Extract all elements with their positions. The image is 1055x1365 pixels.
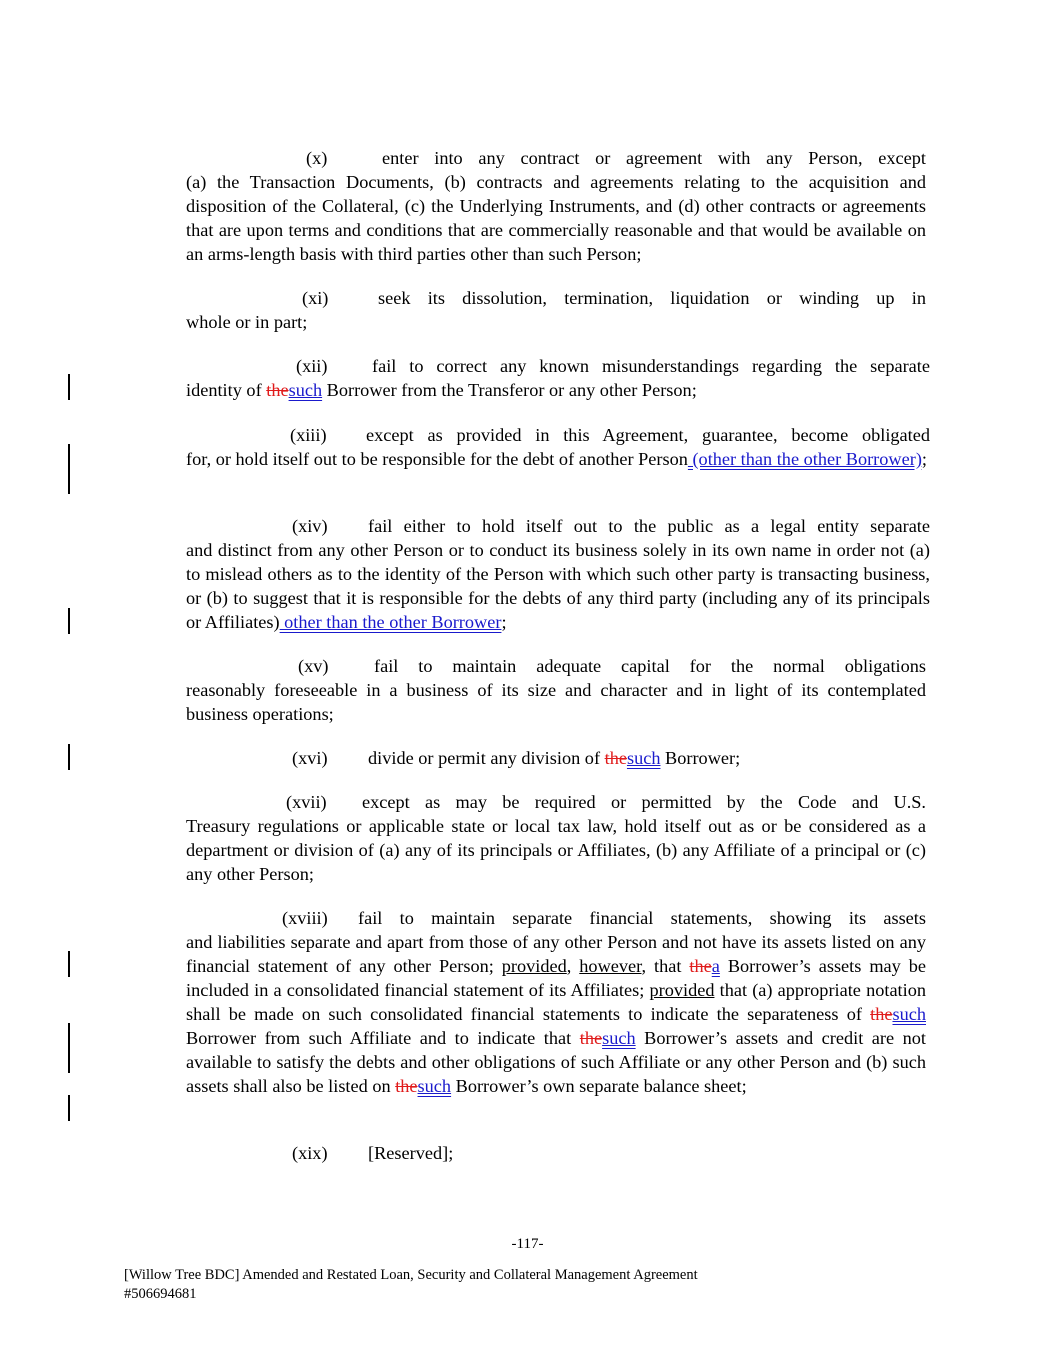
clause-text: and liabilities separate and apart from those of any other Person and not have its assets listed on any financial statement of any other Person; — [186, 932, 926, 976]
deleted-text: the — [266, 380, 289, 400]
document-footer — [124, 1266, 698, 1304]
clause-text: that (a) appropriate notation shall be made on such consolidated financial statements to indicate the separateness of — [186, 980, 926, 1024]
change-bar — [68, 608, 70, 634]
inserted-text: such — [288, 380, 323, 400]
clause-text: Treasury regulations or applicable state or local tax law, hold itself out as or be considered as a department or division of (a) any of its principals or Affiliates, (b) any Affiliate of a principal or (c) any other Person; — [186, 816, 926, 884]
clause-text: ; — [501, 612, 507, 632]
clause-xiv — [186, 514, 930, 634]
inserted-text: such — [626, 748, 661, 768]
clause-text: fail to correct any known misunderstandings regarding the separate — [372, 356, 930, 376]
clause-text: , that — [641, 956, 690, 976]
deleted-text: the — [870, 1004, 893, 1024]
inserted-text: (other than the other Borrower) — [687, 449, 922, 469]
clause-xiii — [186, 423, 930, 471]
inserted-text: a — [711, 956, 720, 976]
clause-text: for, or hold itself out to be responsible for the debt of another Person — [186, 449, 688, 469]
clause-text: Borrower from such Affiliate and to indicate that — [186, 1028, 580, 1048]
clause-xvii — [186, 790, 926, 886]
footer-doc-id: #506694681 — [124, 1286, 197, 1302]
clause-number: (xvii) — [286, 792, 327, 812]
footer-title: [Willow Tree BDC] Amended and Restated Loan, Security and Collateral Management Agreement — [124, 1267, 698, 1283]
underlined-term: provided — [649, 980, 715, 1000]
clause-text: identity of — [186, 380, 267, 400]
clause-number: (xi) — [302, 288, 329, 308]
clause-number: (xv) — [298, 656, 329, 676]
deleted-text: the — [689, 956, 712, 976]
change-bar — [68, 1023, 70, 1073]
clause-text: whole or in part; — [186, 312, 308, 332]
change-bar — [68, 444, 70, 494]
clause-text: Borrower’s own separate balance sheet; — [451, 1076, 747, 1096]
clause-text: Borrower from the Transferor or any other Person; — [322, 380, 697, 400]
clause-number: (x) — [306, 148, 328, 168]
clause-number: (xviii) — [282, 908, 328, 928]
inserted-text: such — [602, 1028, 636, 1048]
clause-text: Borrower; — [660, 748, 741, 768]
clause-text: fail to maintain adequate capital for the normal obligations — [374, 656, 926, 676]
clause-text: seek its dissolution, termination, liquidation or winding up in — [378, 288, 926, 308]
page-number: -117- — [511, 1236, 544, 1252]
clause-text: except as provided in this Agreement, guarantee, become obligated — [366, 425, 930, 445]
clause-text: Borrower’s assets may be included in a consolidated financial statement of its Affiliates; — [186, 956, 927, 1000]
inserted-text: such — [892, 1004, 926, 1024]
change-bar — [68, 374, 70, 400]
inserted-text: such — [417, 1076, 452, 1096]
inserted-text: other than the other Borrower — [279, 612, 502, 632]
change-bar — [68, 1095, 70, 1121]
clause-text: , — [566, 956, 580, 976]
clause-number: (xiv) — [292, 516, 328, 536]
clause-xii — [186, 354, 930, 402]
clause-text: except as may be required or permitted by the Code and U.S. — [362, 792, 926, 812]
clause-text: [Reserved]; — [368, 1143, 454, 1163]
clause-text: enter into any contract or agreement with any Person, except — [382, 148, 926, 168]
clause-number: (xii) — [296, 356, 328, 376]
clause-x — [186, 146, 926, 266]
clause-number: (xiii) — [290, 425, 327, 445]
underlined-term: provided — [501, 956, 567, 976]
deleted-text: the — [604, 748, 627, 768]
clause-number: (xix) — [292, 1143, 328, 1163]
clause-xix — [186, 1141, 926, 1165]
clause-xviii — [186, 906, 926, 1098]
clause-number: (xvi) — [292, 748, 328, 768]
underlined-term: however — [579, 956, 642, 976]
clause-xvi — [186, 746, 926, 770]
clause-text: fail to maintain separate financial statements, showing its assets — [358, 908, 926, 928]
deleted-text: the — [579, 1028, 603, 1048]
clause-text: fail either to hold itself out to the public as a legal entity separate — [368, 516, 930, 536]
deleted-text: the — [395, 1076, 418, 1096]
change-bar — [68, 744, 70, 770]
clause-xi — [186, 286, 926, 334]
clause-text: divide or permit any division of — [368, 748, 605, 768]
clause-text: (a) the Transaction Documents, (b) contracts and agreements relating to the acquisition and disposition of the Collateral, (c) the Underlying Instruments, and (d) other contracts or agreements that are upon terms and conditions that are commercially reasonable and that would be available on an arms-length basis with third parties other than such Person; — [186, 172, 926, 264]
change-bar — [68, 951, 70, 977]
clause-text: Borrower’s assets and credit are not available to satisfy the debts and other obligations of such Affiliate or any other Person and (b) such assets shall also be listed on — [186, 1028, 926, 1096]
clause-text: and distinct from any other Person or to conduct its business solely in its own name in order not (a) to mislead others as to the identity of the Person with which such other party is transacting business, or (b) to suggest that it is responsible for the debts of any third party (including any of its principals or Affiliates) — [186, 540, 930, 632]
clause-text: reasonably foreseeable in a business of its size and character and in light of its contemplated business operations; — [186, 680, 926, 724]
clause-xv — [186, 654, 926, 726]
clause-text: ; — [921, 449, 927, 469]
